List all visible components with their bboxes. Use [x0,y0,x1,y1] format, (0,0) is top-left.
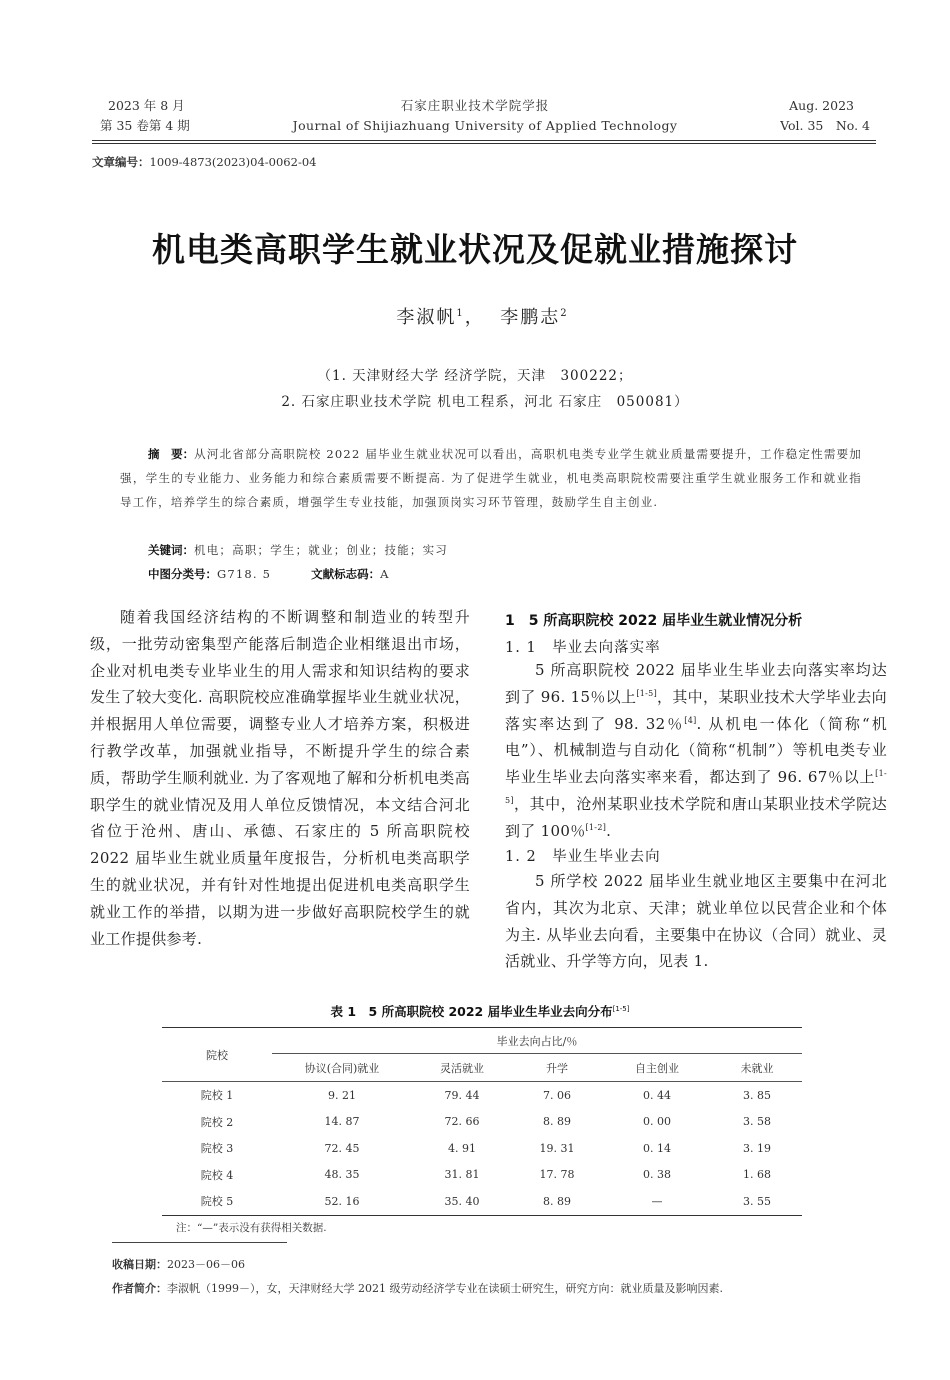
table-cell: 3. 55 [712,1188,802,1215]
header-volume-en: Vol. 35 No. 4 [780,118,870,133]
table-cell: 8. 89 [512,1188,602,1215]
header-journal-cn: 石家庄职业技术学院学报 [400,98,550,113]
table-row-header: 院校 [162,1028,272,1082]
table-cell-school: 院校 1 [200,1089,234,1103]
s11-text-e: . [606,821,612,840]
classification [148,562,390,586]
header-journal-en: Journal of Shijiazhuang University of Applied Technology [292,118,678,133]
keywords-text: 机电；高职；学生；就业；创业；技能；实习 [194,543,448,557]
author-1-sup: 1 [456,308,465,319]
table-row [162,1135,802,1162]
column-header: 升学 [512,1055,602,1082]
column-header: 协议(合同)就业 [272,1055,412,1082]
table-row [162,1082,802,1109]
footnote-rule [112,1242,287,1243]
s11-text-b: ，其中，某职业技术大学毕业去向落实率达到了 98. 32％ [505,687,887,733]
table-cell: 72. 66 [444,1115,480,1129]
author-2-name: 李鹏志 [500,307,561,328]
subsection-1-2-title: 1. 2 毕业生毕业去向 [505,849,661,865]
table-cell-school: 院校 5 [162,1188,272,1215]
table-cell: 31. 81 [444,1168,480,1182]
table-1-caption-text: 表 1 5 所高职院校 2022 届毕业生毕业去向分布 [330,1004,613,1019]
author-1-name: 李淑帆 [396,307,457,328]
column-header: 灵活就业 [412,1055,512,1082]
s11-text-c: . 从机电一体化（简称“机电”）、机械制造与自动化（简称“机制”）等机电类专业毕业生毕业去向落实率来看，都达到了 96. 67％以上 [505,714,888,787]
header-rule [92,140,876,141]
table-cell: 1. 68 [743,1168,771,1182]
column-header: 未就业 [712,1055,802,1082]
table-cell: 0. 38 [643,1168,671,1182]
table-cell: 3. 85 [743,1088,771,1102]
doc-code-label: 文献标志码： [311,567,381,581]
table-cell: 7. 06 [543,1088,571,1102]
table-cell: 14. 87 [324,1115,360,1129]
table-cell: 52. 16 [272,1188,412,1215]
keywords-label: 关键词： [148,543,194,557]
citation-ref: [1-2] [585,822,607,832]
author-bio-label: 作者简介： [112,1282,167,1295]
table-cell: 9. 21 [328,1088,356,1102]
table-group-header [272,1028,802,1055]
article-number-value: 1009-4873(2023)04-0062-04 [149,155,317,169]
table-cell: 0. 14 [643,1141,671,1155]
column-header: 自主创业 [602,1055,712,1082]
author-bio [112,1280,892,1296]
table-cell-school: 院校 4 [200,1168,234,1182]
section-1-title: 1 5 所高职院校 2022 届毕业生就业情况分析 [505,613,803,629]
table-cell: 3. 58 [743,1115,771,1129]
citation-ref: [1-5] [636,688,657,698]
table-cell: 4. 91 [448,1141,476,1155]
citation-ref: [1-5] [505,769,887,805]
clc-value: G718. 5 [217,567,272,581]
subsection-1-2-paragraph: 5 所学校 2022 届毕业生就业地区主要集中在河北省内，其次为北京、天津；就业单位以民营企业和个体为主. 从毕业去向看，主要集中在协议（合同）就业、灵活就业、升学等方向，见表 1. [505,872,887,971]
author-2-sup: 2 [560,308,569,319]
header-date-cn: 2023 年 8 月 [108,98,185,113]
table-group-header-text: 毕业去向占比/％ [496,1035,578,1049]
table-1-caption-ref: [1-5] [612,1004,630,1013]
article-number [92,154,316,170]
table-cell-school: 院校 2 [200,1115,234,1129]
table-cell: 35. 40 [412,1188,512,1215]
s11-text-a: 5 所高职院校 2022 届毕业生毕业去向落实率均达到了 96. 15％以上 [505,661,887,706]
received-value: 2023－06－06 [167,1258,245,1271]
table-cell: 8. 89 [543,1115,571,1129]
table-cell: 0. 44 [643,1088,671,1102]
s11-text-d: ，其中，沧州某职业技术学院和唐山某职业技术学院达到了 100％ [505,794,887,840]
citation-ref: [4] [684,715,697,725]
abstract-text: 从河北省部分高职院校 2022 届毕业生就业状况可以看出，高职机电类专业学生就业质量需要提升，工作稳定性需要加强，学生的专业能力、业务能力和综合素质需要不断提高. 为了促进学生就业，机电类高职院校需要注重学生就业服务工作和就业指导工作，培养学生的综合素质，增强学生专业技能，加强顶岗实习环节管理，鼓励学生自主创业. [120,447,863,509]
table-row [162,1109,802,1136]
received-label: 收稿日期： [112,1258,167,1271]
table-cell: 79. 44 [444,1088,480,1102]
affiliation-2: 2. 石家庄职业技术学院 机电工程系，河北 石家庄 050081） [281,394,689,410]
table-cell: 72. 45 [324,1141,360,1155]
table-cell: 17. 78 [539,1168,575,1182]
abstract [120,442,862,514]
table-cell-school: 院校 3 [200,1142,234,1156]
table-cell: 0. 00 [643,1115,671,1129]
subsection-1-1-title: 1. 1 毕业去向落实率 [505,640,661,656]
table-1 [162,1027,802,1216]
table-row [162,1188,802,1215]
author-separator: ， [464,307,485,328]
table-cell: 19. 31 [539,1141,575,1155]
abstract-label: 摘 要： [148,447,195,461]
table-cell: 48. 35 [324,1168,360,1182]
table-1-caption [0,1002,950,1020]
affiliation-1: （1. 天津财经大学 经济学院，天津 300222； [317,368,633,384]
author-bio-text: 李淑帆（1999－），女，天津财经大学 2021 级劳动经济学专业在读硕士研究生，研究方向：就业质量及影响因素. [167,1282,723,1295]
table-row [162,1162,802,1189]
header-rule-double [92,143,876,144]
table-cell: — [602,1188,712,1215]
keywords [148,538,448,562]
article-number-label: 文章编号： [92,155,150,169]
table-cell: 3. 19 [743,1141,771,1155]
intro-paragraph: 随着我国经济结构的不断调整和制造业的转型升级，一批劳动密集型产能落后制造企业相继退出市场，企业对机电类专业毕业生的用人需求和知识结构的要求发生了较大变化. 高职院校应准确掌握毕业生就业状况，并根据用人单位需要，调整专业人才培养方案，积极进行教学改革，加强就业指导，不断提升学生的综合素质，帮助学生顺利就业. 为了客观地了解和分析机电类高职学生的就业情况及用人单位反馈情况，本文结合河北省位于沧州、唐山、承德、石家庄的 5 所高职院校 2022 届毕业生就业质量年度报告，分析机电类高职学生的就业状况，并有针对性地提出促进机电类高职学生就业工作的举措，以期为进一步做好高职院校学生的就业工作提供参考. [90,608,470,948]
clc-label: 中图分类号： [148,567,217,581]
header-volume-cn: 第 35 卷第 4 期 [100,118,190,133]
header-date-en: Aug. 2023 [789,98,854,113]
table-header-row [162,1028,802,1055]
article-title: 机电类高职学生就业状况及促就业措施探讨 [152,230,798,269]
doc-code-value: A [380,567,390,581]
subsection-1-1-paragraph [505,657,887,845]
author-line [0,303,950,329]
table-note: 注：“—”表示没有获得相关数据. [176,1222,327,1234]
received-date [112,1256,245,1272]
